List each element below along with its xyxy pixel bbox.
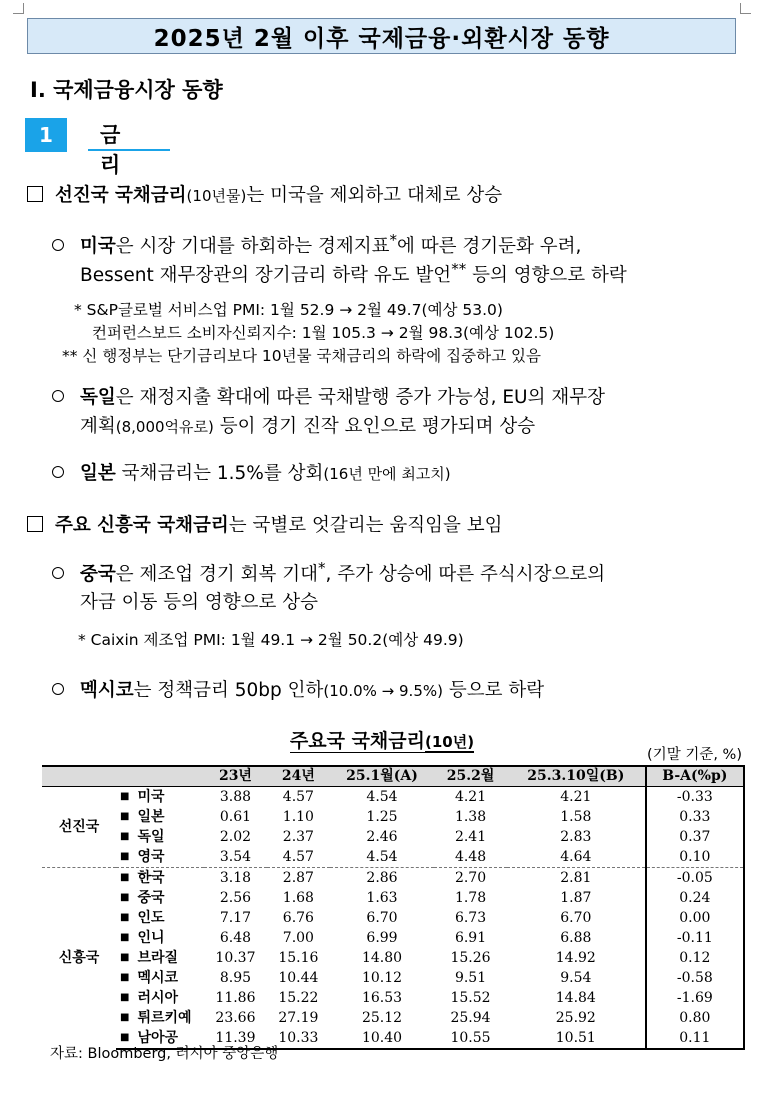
value-cell: 16.53 <box>361 989 403 1006</box>
square-bullet-icon: ■ <box>120 932 130 943</box>
value-cell: 9.54 <box>560 969 592 986</box>
value-cell: 10.40 <box>330 1028 434 1049</box>
crop-mark-right <box>740 3 751 14</box>
subsection-number: 1 <box>25 118 67 152</box>
item-us-line1: 미국은 시장 기대를 하회하는 경제지표*에 따른 경기둔화 우려, <box>52 231 581 258</box>
value-cell: 15.22 <box>278 989 319 1006</box>
change-cell: -0.05 <box>646 868 744 889</box>
document-title: 2025년 2월 이후 국제금융·외환시장 동향 <box>153 25 610 52</box>
item-mexico: 멕시코는 정책금리 50bp 인하(10.0% → 9.5%) 등으로 하락 <box>52 676 544 702</box>
table-row <box>42 1008 744 1028</box>
change-cell: 0.10 <box>646 847 744 868</box>
value-cell: 2.81 <box>507 868 646 889</box>
value-cell: 4.57 <box>282 848 314 865</box>
value-cell: 25.12 <box>361 1009 403 1026</box>
table-row <box>42 888 744 908</box>
item-china-line2: 자금 이동 등의 영향으로 상승 <box>80 592 318 613</box>
table-row <box>42 847 744 868</box>
value-cell: 3.54 <box>219 848 252 865</box>
value-cell: 6.70 <box>366 909 398 926</box>
header-cell: 25.2월 <box>434 766 507 787</box>
value-cell: 2.87 <box>267 868 330 889</box>
country-cell: ■ 남아공 <box>116 1028 204 1049</box>
header-cell: B-A(%p) <box>646 766 744 787</box>
table-row <box>42 908 744 928</box>
value-cell: 0.61 <box>219 808 252 825</box>
header-cell: 25.1월(A) <box>330 766 434 787</box>
value-cell: 1.68 <box>282 889 314 906</box>
square-bullet-icon: ■ <box>120 992 130 1003</box>
square-bullet-icon: ■ <box>120 872 130 883</box>
country-cell: ■ 튀르키예 <box>120 1010 192 1026</box>
section-heading: Ⅰ. 국제금융시장 동향 <box>30 78 223 102</box>
value-cell: 1.58 <box>560 808 592 825</box>
header-cell: 25.3.10일(B) <box>507 766 646 787</box>
country-cell: ■ 독일 <box>120 829 165 845</box>
value-cell: 15.52 <box>450 989 491 1006</box>
value-cell: 4.48 <box>454 848 487 865</box>
country-cell: ■ 러시아 <box>120 990 179 1006</box>
value-cell: 10.33 <box>267 1028 330 1049</box>
value-cell: 10.44 <box>278 969 319 986</box>
table-row <box>42 988 744 1008</box>
circle-bullet-icon <box>52 239 64 251</box>
value-cell: 23.66 <box>215 1009 256 1026</box>
header-cell: 24년 <box>267 766 330 787</box>
value-cell: 4.54 <box>366 788 398 805</box>
square-bullet-icon <box>27 186 43 202</box>
table-header-row <box>42 766 744 787</box>
value-cell: 1.38 <box>454 808 487 825</box>
value-cell: 14.92 <box>555 949 596 966</box>
value-cell: 1.87 <box>560 889 592 906</box>
value-cell: 6.76 <box>282 909 314 926</box>
value-cell: 1.63 <box>366 889 398 906</box>
square-bullet-icon: ■ <box>120 1032 130 1043</box>
change-cell: -1.69 <box>646 988 744 1008</box>
table-title: 주요국 국채금리(10년) <box>289 730 475 752</box>
footnote-caixin: * Caixin 제조업 PMI: 1월 49.1 → 2월 50.2(예상 49.9) <box>78 631 464 649</box>
square-bullet-icon: ■ <box>120 952 130 963</box>
value-cell: 15.26 <box>450 949 491 966</box>
item-germany-line1: 독일은 재정지출 확대에 따른 국채발행 증가 가능성, EU의 재무장 <box>52 383 605 409</box>
table-row <box>42 968 744 988</box>
circle-bullet-icon <box>52 390 64 402</box>
value-cell: 6.91 <box>454 929 487 946</box>
country-cell: ■ 중국 <box>120 890 165 906</box>
value-cell: 7.17 <box>219 909 252 926</box>
value-cell: 10.12 <box>361 969 403 986</box>
item-us-line2: Bessent 재무장관의 장기금리 하락 유도 발언** 등의 영향으로 하락 <box>80 260 627 287</box>
value-cell: 25.92 <box>555 1009 596 1026</box>
footnote-new-administration: ** 신 행정부는 단기금리보다 10년물 국채금리의 하락에 집중하고 있음 <box>62 347 541 365</box>
row-group-label: 선진국 <box>58 818 100 835</box>
bond-yield-table <box>42 765 745 1050</box>
value-cell: 25.94 <box>450 1009 491 1026</box>
footnote-confidence: 컨퍼런스보드 소비자신뢰지수: 1월 105.3 → 2월 98.3(예상 102.5) <box>92 324 555 342</box>
value-cell: 14.80 <box>361 949 403 966</box>
table-row <box>42 827 744 847</box>
change-cell: -0.11 <box>646 928 744 948</box>
value-cell: 2.02 <box>219 828 252 845</box>
square-bullet-icon: ■ <box>120 912 130 923</box>
change-cell: 0.24 <box>646 888 744 908</box>
value-cell: 1.78 <box>454 889 487 906</box>
country-cell: ■ 멕시코 <box>120 970 179 986</box>
value-cell: 8.95 <box>219 969 252 986</box>
square-bullet-icon: ■ <box>120 892 130 903</box>
change-cell: 0.12 <box>646 948 744 968</box>
square-bullet-icon <box>27 516 43 532</box>
value-cell: 14.84 <box>555 989 596 1006</box>
value-cell: 6.73 <box>454 909 487 926</box>
table-row <box>42 868 744 889</box>
value-cell: 3.18 <box>204 868 267 889</box>
value-cell: 10.51 <box>507 1028 646 1049</box>
value-cell: 4.57 <box>282 788 314 805</box>
item-japan: 일본 국채금리는 1.5%를 상회(16년 만에 최고치) <box>52 459 451 485</box>
paragraph-emerging-rates: 주요 신흥국 국채금리는 국별로 엇갈리는 움직임을 보임 <box>27 511 502 537</box>
document-title-box <box>27 18 736 54</box>
value-cell: 6.48 <box>219 929 252 946</box>
value-cell: 11.86 <box>215 989 256 1006</box>
value-cell: 10.55 <box>434 1028 507 1049</box>
value-cell: 9.51 <box>454 969 487 986</box>
value-cell: 2.56 <box>219 889 252 906</box>
country-cell: ■ 영국 <box>120 849 165 865</box>
value-cell: 2.83 <box>560 828 592 845</box>
source-note: 자료: Bloomberg, 러시아 중앙은행 <box>50 1046 279 1062</box>
table-row <box>42 928 744 948</box>
value-cell: 6.70 <box>560 909 592 926</box>
change-cell: -0.33 <box>646 787 744 808</box>
circle-bullet-icon <box>52 466 64 478</box>
value-cell: 1.10 <box>282 808 314 825</box>
value-cell: 4.64 <box>560 848 592 865</box>
change-cell: 0.00 <box>646 908 744 928</box>
circle-bullet-icon <box>52 683 64 695</box>
change-cell: -0.58 <box>646 968 744 988</box>
header-cell <box>116 766 204 787</box>
value-cell: 6.99 <box>366 929 398 946</box>
value-cell: 1.25 <box>366 808 398 825</box>
country-cell: ■ 브라질 <box>120 950 179 966</box>
value-cell: 2.37 <box>282 828 314 845</box>
paragraph-advanced-rates: 선진국 국채금리(10년물)는 미국을 제외하고 대체로 상승 <box>27 181 502 207</box>
table-row <box>42 807 744 827</box>
value-cell: 4.54 <box>366 848 398 865</box>
country-cell: ■ 한국 <box>116 868 204 889</box>
circle-bullet-icon <box>52 567 64 579</box>
square-bullet-icon: ■ <box>120 811 130 822</box>
item-germany-line2: 계획(8,000억유로) 등이 경기 진작 요인으로 평가되며 상승 <box>80 416 536 437</box>
country-cell: ■ 인니 <box>120 930 165 946</box>
header-cell: 23년 <box>204 766 267 787</box>
change-cell: 0.11 <box>646 1028 744 1049</box>
value-cell: 11.39 <box>204 1028 267 1049</box>
row-group-label: 신흥국 <box>42 868 116 1050</box>
value-cell: 3.88 <box>219 788 252 805</box>
square-bullet-icon: ■ <box>120 791 130 802</box>
country-cell: ■ 인도 <box>120 910 165 926</box>
value-cell: 6.88 <box>560 929 592 946</box>
value-cell: 4.21 <box>454 788 487 805</box>
country-cell: ■ 일본 <box>120 809 165 825</box>
crop-mark-left <box>13 3 24 14</box>
subsection-title: 금 리 <box>88 119 170 151</box>
square-bullet-icon: ■ <box>120 831 130 842</box>
footnote-pmi: * S&P글로벌 서비스업 PMI: 1월 52.9 → 2월 49.7(예상 53.0) <box>74 301 503 319</box>
square-bullet-icon: ■ <box>120 851 130 862</box>
table-row <box>42 948 744 968</box>
value-cell: 10.37 <box>215 949 256 966</box>
value-cell: 2.86 <box>330 868 434 889</box>
change-cell: 0.80 <box>646 1008 744 1028</box>
value-cell: 15.16 <box>278 949 319 966</box>
table-unit: (기말 기준, %) <box>647 747 742 763</box>
change-cell: 0.37 <box>646 827 744 847</box>
change-cell: 0.33 <box>646 807 744 827</box>
table-row <box>42 787 744 808</box>
square-bullet-icon: ■ <box>120 972 130 983</box>
header-cell <box>42 766 116 787</box>
country-cell: ■ 미국 <box>120 789 165 805</box>
value-cell: 2.41 <box>454 828 487 845</box>
square-bullet-icon: ■ <box>120 1012 130 1023</box>
value-cell: 7.00 <box>282 929 314 946</box>
value-cell: 27.19 <box>278 1009 319 1026</box>
value-cell: 2.46 <box>366 828 398 845</box>
value-cell: 4.21 <box>560 788 592 805</box>
value-cell: 2.70 <box>434 868 507 889</box>
item-china-line1: 중국은 제조업 경기 회복 기대*, 주가 상승에 따른 주식시장으로의 <box>52 559 605 586</box>
